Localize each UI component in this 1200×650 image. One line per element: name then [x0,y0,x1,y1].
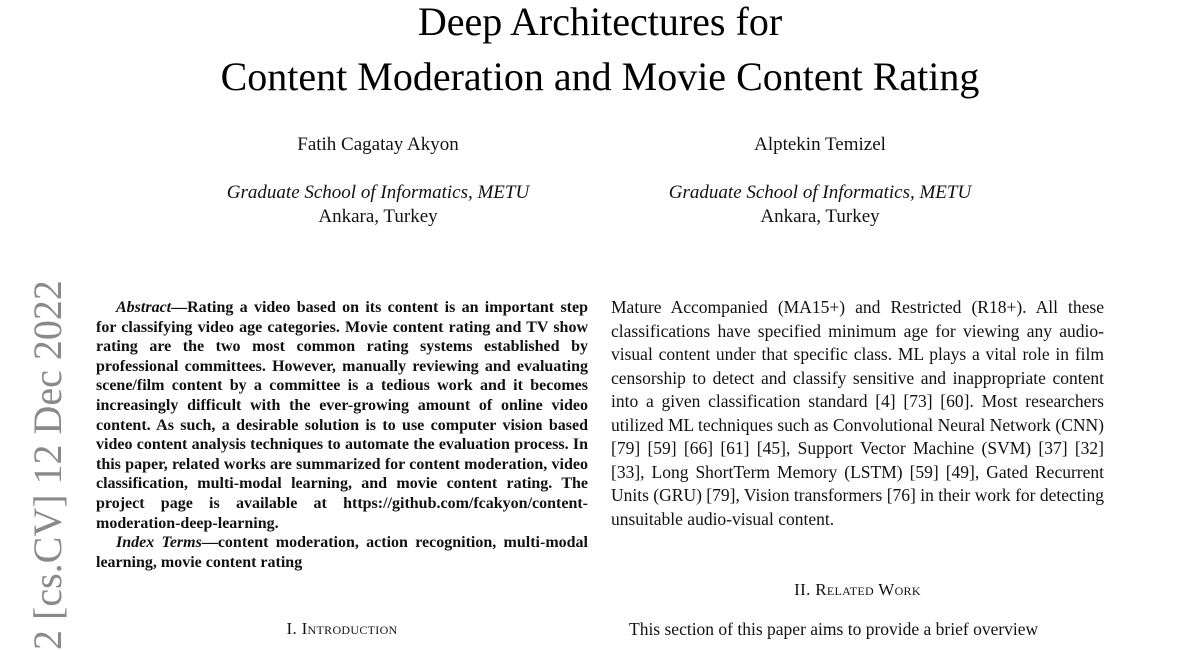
abstract [96,298,588,533]
index-terms-text: content moderation, action recognition, multi-modal learning, movie content rating [96,534,588,571]
abstract-column [96,298,588,572]
abstract-dash: — [171,299,188,316]
body-paragraph: This section of this paper aims to provide a brief overview [629,619,1039,639]
section-title: Introduction [301,619,398,638]
author-name: Alptekin Temizel [754,134,886,155]
author-location: Ankara, Turkey [760,206,880,227]
author-affiliation: Graduate School of Informatics, METU [668,182,972,203]
author-block-1 [168,133,588,229]
related-work-body [611,618,1104,642]
section-heading-introduction [96,619,588,639]
author-name: Fatih Cagatay Akyon [297,134,459,155]
abstract-label: Abstract [116,299,172,316]
author-location: Ankara, Turkey [318,206,438,227]
index-terms [96,533,588,572]
author-block-2 [610,133,1030,229]
section-number: II. [794,580,811,599]
section-heading-related-work [611,580,1104,600]
title-line-2: Content Moderation and Movie Content Rating [220,54,980,99]
section-title: Related Work [815,580,921,599]
section-number: I. [286,619,298,638]
abstract-text: Rating a video based on its content is an important step for classifying video age categories. Movie content rating and TV show rating are the two most common rating systems established by professional committees. However, manually reviewing and evaluating scene/film content by a committee is a tedious work and it becomes increasingly difficult with the ever-growing amount of online video content. As such, a desirable solution is to use computer vision based video content analysis techniques to automate the evaluation process. In this paper, related works are summarized for content moderation, video classification, multi-modal learning, and movie content rating. The project page is available at https://github.com/fcakyon/content-moderation-deep-learning. [96,299,588,532]
index-terms-label: Index Terms [116,534,202,552]
title-line-1: Deep Architectures for [417,0,783,44]
index-terms-dash: — [201,534,218,552]
arxiv-stamp: 2 [cs.CV] 12 Dec 2022 [25,280,70,650]
paper-title [0,0,1200,104]
author-affiliation: Graduate School of Informatics, METU [226,182,530,203]
right-column [611,296,1104,531]
body-paragraph: Mature Accompanied (MA15+) and Restricted (R18+). All these classifications have specified minimum age for viewing any audio-visual content under that specific class. ML plays a vital role in film censorship to detect and classify sensitive and inappropriate content into a given classification standard [4] [73] [60]. Most researchers utilized ML techniques such as Convolutional Neural Network (CNN) [79] [59] [66] [61] [45], Support Vector Machine (SVM) [37] [32] [33], Long ShortTerm Memory (LSTM) [59] [49], Gated Recurrent Units (GRU) [79], Vision transformers [76] in their work for detecting unsuitable audio-visual content. [611,297,1104,529]
